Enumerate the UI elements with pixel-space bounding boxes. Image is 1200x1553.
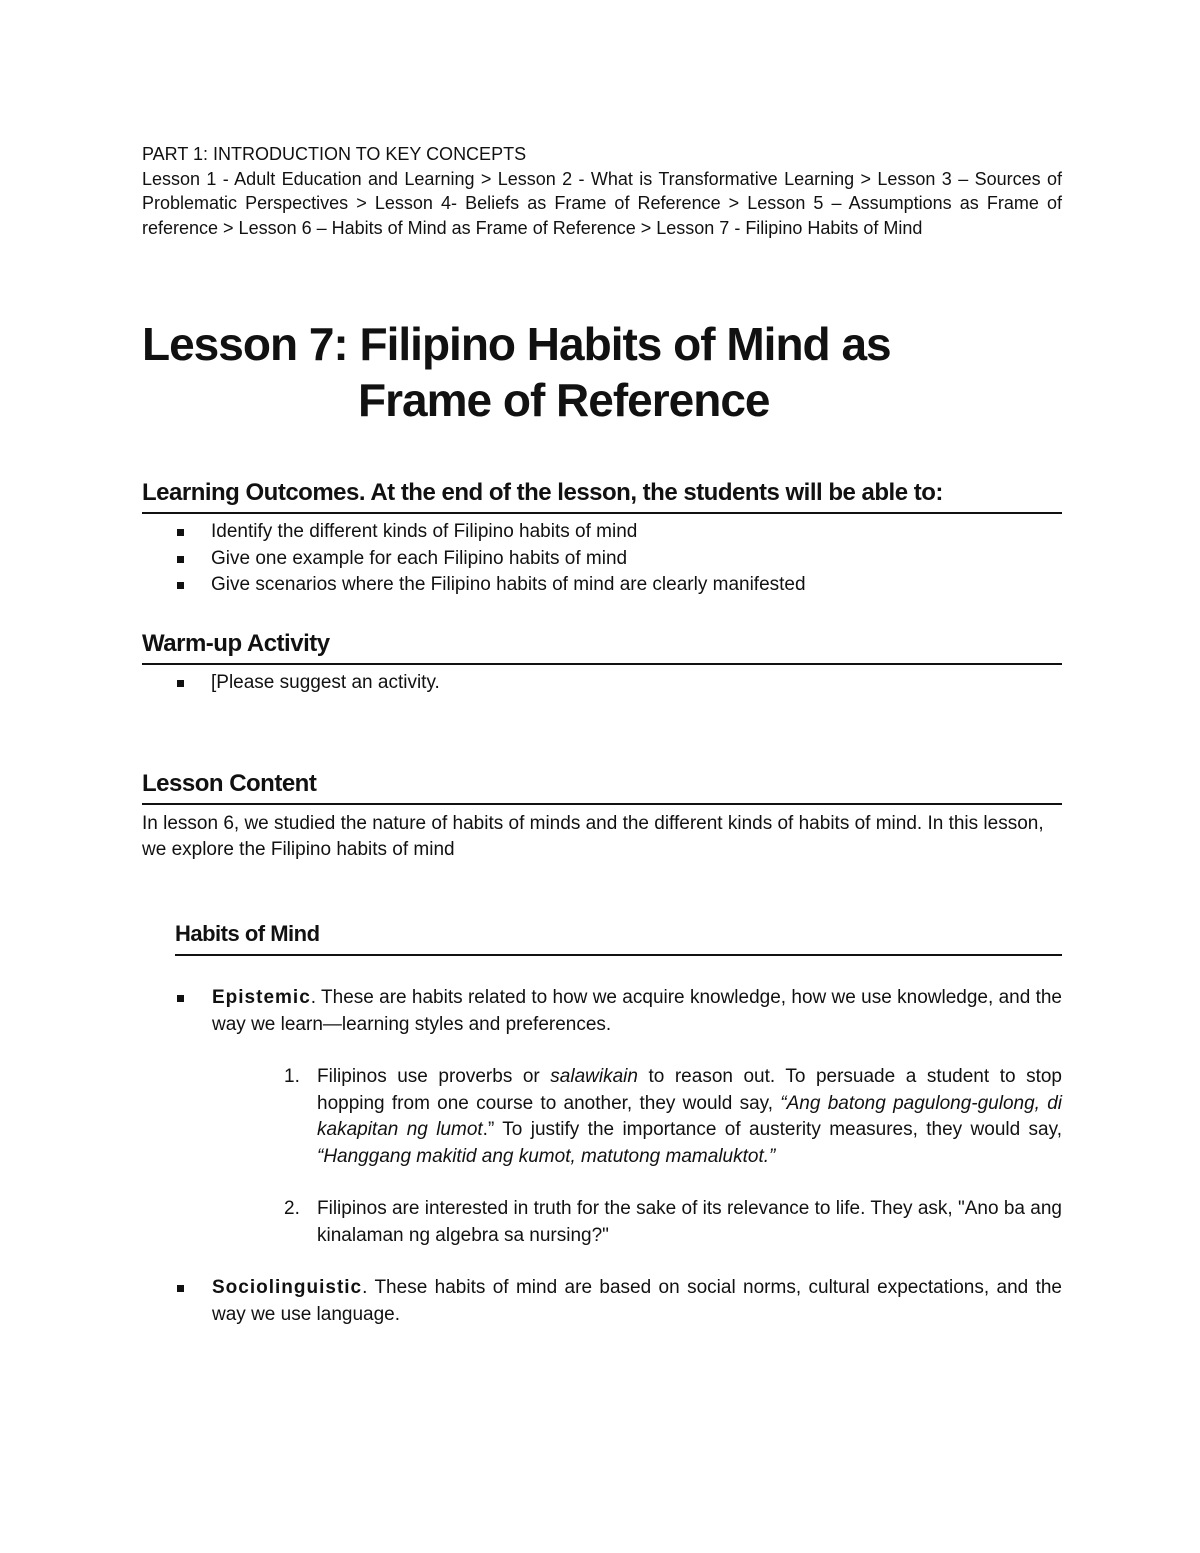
warmup-list [142,670,1062,697]
example-item: 2. Filipinos are interested in truth for the sake of its relevance to life. They ask, "Ano ba ang kinalaman ng algebra sa nursing?" [284,1198,1062,1246]
square-bullet-icon [177,529,184,536]
title-line-1: Lesson 7: Filipino Habits of Mind as [142,318,891,370]
habits-of-mind-heading: Habits of Mind [175,920,1062,956]
square-bullet-icon [177,995,184,1002]
example-item: 1. Filipinos use proverbs or salawikain to reason out. To persuade a student to stop hopping from one course to another, they would say, “Ang batong pagulong-gulong, di kakapitan ng lumot.” To justify the importance of austerity measures, they would say, “Hanggang makitid ang kumot, matutong mamaluktot.” [284,1066,1062,1167]
term-sociolinguistic: Sociolinguistic [212,1277,363,1298]
lesson-content-heading: Lesson Content [142,769,1062,805]
lesson-content-paragraph: In lesson 6, we studied the nature of habits of minds and the different kinds of habits of mind. In this lesson, we explore the Filipino habits of mind [142,813,1044,860]
part-heading: PART 1: INTRODUCTION TO KEY CONCEPTS [142,144,527,164]
habits-of-mind-list [175,985,1062,1328]
learning-outcomes-list [142,519,1062,599]
list-item: [Please suggest an activity. [142,670,1062,697]
habit-epistemic [175,985,1062,1249]
epistemic-description: . These are habits related to how we acquire knowledge, how we use knowledge, and the way we learn—learning styles and preferences. [212,987,1062,1035]
habit-sociolinguistic [175,1275,1062,1328]
term-epistemic: Epistemic [212,987,311,1008]
learning-outcomes-heading: Learning Outcomes. At the end of the lesson, the students will be able to: [142,478,1062,514]
square-bullet-icon [177,1285,184,1292]
square-bullet-icon [177,582,184,589]
square-bullet-icon [177,680,184,687]
list-item: Give scenarios where the Filipino habits of mind are clearly manifested [142,572,1062,599]
warmup-heading: Warm-up Activity [142,629,1062,665]
lesson-path: Lesson 1 - Adult Education and Learning > Lesson 2 - What is Transformative Learning > Lesson 3 – Sources of Problematic Perspectives > Lesson 4- Beliefs as Frame of Reference > Lesson 5 – Assumptions as Frame of reference > Lesson 6 – Habits of Mind as Frame of Reference > Lesson 7 - Filipino Habits of Mind [142,168,1062,238]
epistemic-examples [212,1064,1062,1249]
sociolinguistic-description: . These habits of mind are based on social norms, cultural expectations, and the way we use language. [212,1277,1062,1325]
square-bullet-icon [177,556,184,563]
title-line-2: Frame of Reference [358,374,770,426]
list-item: Identify the different kinds of Filipino habits of mind [142,519,1062,546]
list-item: Give one example for each Filipino habits of mind [142,546,1062,573]
breadcrumb [142,142,1062,240]
page-title [142,316,1062,428]
